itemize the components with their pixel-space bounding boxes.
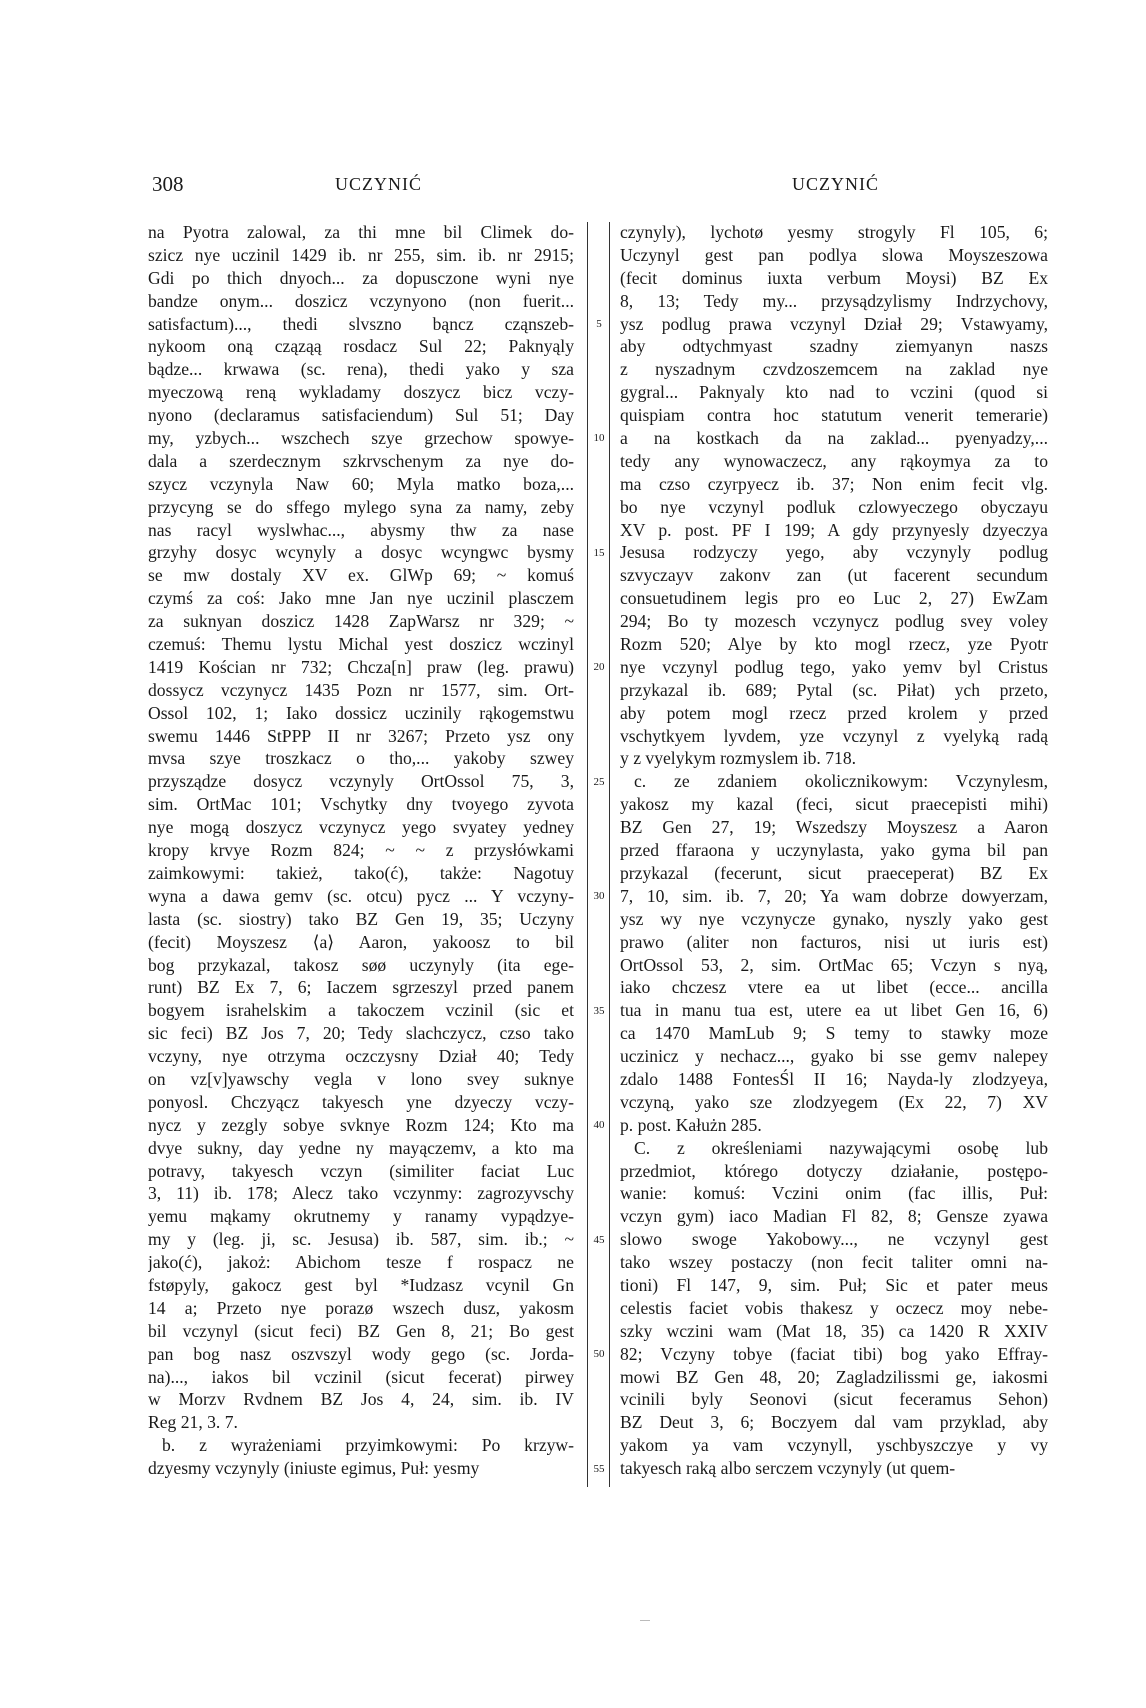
right-column-line: czynyly), lychotø yesmy strogyly Fl 105, 6; [620, 222, 1048, 242]
line-number: 45 [593, 1233, 605, 1246]
left-column-line: za suknyan doszicz 1428 ZapWarsz nr 329; ~ [148, 611, 574, 632]
left-column-line: na Pyotra zalowal, za thi mne bil Climek do- [148, 222, 574, 242]
left-column-line: nas racyl wyslwhac..., abysmy thw za nase [148, 519, 574, 540]
line-number: 15 [593, 546, 605, 559]
line-number: 35 [593, 1004, 605, 1017]
right-column-line: vschytkyem lyvdem, yze vczynyl z vyelyką radą [620, 725, 1048, 746]
left-column-line: potravy, takyesch vczyn (similiter faciat Luc [148, 1160, 574, 1181]
left-column-line: myeczową reną wykladamy doszycz bicz vczy- [148, 382, 574, 403]
right-column-line: przedmiot, którego dotyczy działanie, postępo- [620, 1160, 1048, 1181]
running-headword-right: UCZYNIĆ [792, 174, 879, 194]
right-column-line: tua in manu tua est, utere ea ut libet Gen 16, 6) [620, 1000, 1048, 1021]
right-column-line: aby potem mogl rzecz przed krolem y przed [620, 702, 1048, 723]
right-column-line: ysz wy nye vczynycze gynako, nyszly yako gest [620, 908, 1048, 929]
left-column-line: sim. OrtMac 101; Vschytky dny tvoyego zyvota [148, 794, 574, 815]
right-column-line: vczyn gym) iaco Madian Fl 82, 8; Gensze zyawa [620, 1206, 1048, 1227]
left-column-line: dossycz vczynycz 1435 Pozn nr 1577, sim. Ort- [148, 679, 574, 700]
left-column-line: swemu 1446 StPPP II nr 3267; Przeto ysz ony [148, 725, 574, 746]
left-column-line: lasta (sc. siostry) tako BZ Gen 19, 35; Uczyny [148, 908, 574, 929]
right-column-line: przykazal ib. 689; Pytal (sc. Piłat) ych przeto, [620, 679, 1048, 700]
right-column-line: celestis faciet vobis thakesz y oczecz moy nebe- [620, 1297, 1048, 1318]
left-column-line: bogyem israhelskim a takoczem vczinil (sic et [148, 1000, 574, 1021]
right-column-line: BZ Gen 27, 19; Wszedszy Moyszesz a Aaron [620, 817, 1048, 838]
left-column-line: vczyny, nye otrzyma oczczysny Dział 40; Tedy [148, 1046, 574, 1067]
right-column-line: XV p. post. PF I 199; A gdy przynyesly dzyeczya [620, 519, 1048, 540]
right-column-line: aby odtychmyast szadny ziemyanyn naszs [620, 336, 1048, 357]
left-column-line: przysządze dosycz vczynyly OrtOssol 75, 3, [148, 771, 574, 792]
right-column-line: slowo swoge Yakobowy..., ne vczynyl gest [620, 1229, 1048, 1250]
left-column-line: nykoom oną cząząą rosdacz Sul 22; Paknyąly [148, 336, 574, 357]
right-column-line: a na kostkach da na zaklad... pyenyadzy,... [620, 428, 1048, 449]
left-column-line: wyna a dawa gemv (sc. otcu) pycz ... Y vczyny- [148, 885, 574, 906]
line-number: 5 [596, 317, 602, 330]
right-column-line: 294; Bo ty mozesch vczynycz podlug svey voley [620, 611, 1048, 632]
left-column-line: grzyhy dosyc wcynyly a dosyc wcyngwc bysmy [148, 542, 574, 563]
left-column-line: dala a szerdecznym szkrvschenym za nye do- [148, 450, 574, 471]
left-column-line: dzyesmy vczynyly (iniuste egimus, Puł: yesmy [148, 1458, 480, 1479]
right-column-line: tako wszey postaczy (non fecit taliter omni na- [620, 1252, 1048, 1273]
left-column-line: jako(ć), jakoż: Abichom tesze f rospacz ne [148, 1252, 574, 1273]
right-column-line: 7, 10, sim. ib. 7, 20; Ya wam dobrze dowyerzam, [620, 885, 1048, 906]
left-column-line: czemuś: Themu lystu Michal yest doszicz wczinyl [148, 634, 574, 655]
right-column-line: mowi BZ Gen 48, 20; Zagladzilissmi ge, iakosmi [620, 1366, 1048, 1387]
right-column-line: tedy any wynowaczecz, any rąkoymya za to [620, 450, 1048, 471]
left-column-line: pan bog nasz oszvszyl wody gego (sc. Jorda- [148, 1343, 574, 1364]
right-column-line: wanie: komuś: Vczini onim (fac illis, Puł: [620, 1183, 1048, 1204]
right-column-line: p. post. Kałużn 285. [620, 1114, 762, 1135]
right-column-line: nye vczynyl podlug tego, yako yemv byl Cristus [620, 656, 1048, 677]
left-column-line: runt) BZ Ex 7, 6; Iaczem sgrzeszyl przed panem [148, 977, 574, 998]
left-text-column [148, 221, 574, 1480]
left-column-line: yemu mąkamy okrutnemy y ranamy vypądzye- [148, 1206, 574, 1227]
right-column-line: ca 1470 MamLub 9; S temy to stawky moze [620, 1023, 1048, 1044]
right-column-line: Jesusa rodzyczy yego, aby vczynyly podlug [620, 542, 1048, 563]
right-column-line: takyesch raką albo serczem vczynyly (ut quem- [620, 1458, 956, 1479]
right-column-line: uczinicz y nechacz..., gyako bi sse gemv nalepey [620, 1046, 1048, 1067]
right-column-line: BZ Deut 3, 6; Boczyem dal vam przyklad, aby [620, 1412, 1048, 1433]
right-column-line: (fecit dominus iuxta verbum Moysi) BZ Ex [620, 267, 1048, 288]
left-column-line: Ossol 102, 1; Iako dossicz uczinily rąkogemstwu [148, 702, 574, 723]
right-column-line: y z vyelykym rozmyslem ib. 718. [620, 748, 857, 769]
right-column-line: 82; Vczyny tobye (faciat tibi) bog yako Effray- [620, 1343, 1048, 1364]
right-column-line: z nyszadnym czvdzoszemcem na zaklad nye [620, 359, 1048, 380]
line-number: 40 [593, 1119, 605, 1132]
right-column-line: tioni) Fl 147, 9, sim. Puł; Sic et pater meus [620, 1274, 1048, 1295]
running-headword-left: UCZYNIĆ [335, 174, 422, 194]
right-text-column [620, 221, 1048, 1480]
left-column-line: 1419 Kościan nr 732; Chcza[n] praw (leg. prawu) [148, 656, 574, 677]
right-column-line: OrtOssol 53, 2, sim. OrtMac 65; Vczyn s nyą, [620, 954, 1048, 975]
left-column-line: b. z wyrażeniami przyimkowymi: Po krzyw- [162, 1435, 574, 1456]
left-column-line: szycz vczynyla Naw 60; Myla matko boza,... [148, 473, 574, 494]
left-column-line: zaimkowymi: takież, tako(ć), także: Nagotuy [148, 862, 574, 883]
left-column-line: czymś za coś: Jako mne Jan nye uczinil plasczem [148, 588, 574, 609]
column-rule-left [587, 222, 588, 1487]
left-column-line: nyono (declaramus satisfaciendum) Sul 51; Day [148, 405, 574, 426]
page-number: 308 [152, 172, 184, 196]
left-column-line: w Morzv Rvdnem BZ Jos 4, 24, sim. ib. IV [148, 1389, 574, 1410]
column-rule-right [609, 222, 610, 1487]
left-column-line: bandze onym... doszicz vczynyono (non fuerit... [148, 290, 574, 311]
right-column-line: yakosz my kazal (feci, sicut praecepisti mihi) [620, 794, 1048, 815]
left-column-line: na)..., iakos bil vczinil (sicut fecerat) pirwey [148, 1366, 574, 1387]
page-header [152, 172, 1072, 200]
left-column-line: Gdi po thich dnyoch... za dopusczone wyni nye [148, 267, 574, 288]
right-column-line: Uczynyl gest pan podlya slowa Moyszeszowa [620, 244, 1048, 265]
right-column-line: yakom ya vam vczynyll, yschbyszczye y vy [620, 1435, 1048, 1456]
right-column-line: przed ffaraona y uczynylasta, yako gyma bil pan [620, 840, 1048, 861]
left-column-line: dvye sukny, day yedne ny mayączemv, a kto ma [148, 1137, 574, 1158]
right-column-line: C. z określeniami nazywającymi osobę lub [634, 1137, 1048, 1158]
right-column-line: szvyczayv zakonv zan (ut facerent secundum [620, 565, 1048, 586]
bottom-mark [640, 1620, 650, 1621]
line-number: 25 [593, 775, 605, 788]
left-column-line: nye mogą doszycz vczynycz yego svyatey yedney [148, 817, 574, 838]
left-column-line: ponyosl. Chczyącz takyesch yne dzyeczy vczy- [148, 1091, 574, 1112]
left-column-line: 14 a; Przeto nye porazø wszech dusz, yakosm [148, 1297, 574, 1318]
right-column-line: prawo (aliter non facturos, nisi ut iuris est) [620, 931, 1048, 952]
right-column-line: vcinili byly Seonovi (sicut feceramus Sehon) [620, 1389, 1048, 1410]
right-column-line: consuetudinem legis pro eo Luc 2, 27) EwZam [620, 588, 1048, 609]
left-column-line: kropy krvye Rozm 824; ~ ~ z przysłówkami [148, 840, 574, 861]
left-column-line: bil vczynyl (sicut feci) BZ Gen 8, 21; Bo gest [148, 1320, 574, 1341]
line-number: 30 [593, 890, 605, 903]
left-column-line: sic feci) BZ Jos 7, 20; Tedy slachczycz, czso tako [148, 1023, 574, 1044]
line-number: 50 [593, 1348, 605, 1361]
left-column-line: my y (leg. ji, sc. Jesusa) ib. 587, sim. ib.; ~ [148, 1229, 574, 1250]
left-column-line: (fecit) Moyszesz ⟨a⟩ Aaron, yakoosz to bil [148, 931, 574, 952]
right-column-line: c. ze zdaniem okolicznikowym: Vczynylesm, [634, 771, 1048, 792]
left-column-line: 3, 11) ib. 178; Alecz tako vczynmy: zagrozyvschy [148, 1183, 574, 1204]
right-column-line: Rozm 520; Alye by kto mogl rzecz, yze Pyotr [620, 634, 1048, 655]
left-column-line: se mw dostaly XV ex. GlWp 69; ~ komuś [148, 565, 574, 586]
line-number: 55 [593, 1462, 605, 1475]
right-column-line: 8, 13; Tedy my... przysądzylismy Indrzychovy, [620, 290, 1048, 311]
left-column-line: satisfactum)..., thedi slvszno bąncz cząnszeb- [148, 313, 574, 334]
left-column-line: bądze... krwawa (sc. rena), thedi yako y sza [148, 359, 574, 380]
left-column-line: szicz nye uczinil 1429 ib. nr 255, sim. ib. nr 2915; [148, 244, 574, 265]
right-column-line: ma czso czyrpyecz ib. 37; Non enim fecit vlg. [620, 473, 1048, 494]
left-column-line: mvsa szye troszkacz o tho,... yakoby szwey [148, 748, 574, 769]
right-column-line: bo nye vczynyl podluk czlowyeczego obyczayu [620, 496, 1048, 517]
right-column-line: zdalo 1488 FontesŚl II 16; Nayda-ly zlodzyeya, [620, 1068, 1048, 1089]
right-column-line: przykazal (fecerunt, sicut praeceperat) BZ Ex [620, 862, 1048, 883]
line-number: 10 [593, 432, 605, 445]
left-column-line: bog przykazal, takosz søø uczynyly (ita ege- [148, 954, 574, 975]
right-column-line: quispiam contra hoc statutum venerit temerarie) [620, 405, 1048, 426]
right-column-line: szky wczini wam (Mat 18, 35) ca 1420 R XXIV [620, 1320, 1048, 1341]
left-column-line: my, yzbych... wszchech szye grzechow spowye- [148, 428, 574, 449]
left-column-line: przycyng se do sffego mylego syna za namy, zeby [148, 496, 574, 517]
left-column-line: Reg 21, 3. 7. [148, 1412, 238, 1433]
left-column-line: fstøpyly, gakocz gest byl *Iudzasz vcynil Gn [148, 1274, 574, 1295]
right-column-line: iako chczesz vtere ea ut libet (ecce... ancilla [620, 977, 1048, 998]
left-column-line: nycz y zezgly sobye svknye Rozm 124; Kto ma [148, 1114, 574, 1135]
right-column-line: ysz podlug prawa vczynyl Dział 29; Vstawyamy, [620, 313, 1048, 334]
right-column-line: gygral... Paknyaly kto nad to vczini (quod si [620, 382, 1048, 403]
left-column-line: on vz[v]yawschy vegla v lono svey suknye [148, 1068, 574, 1089]
line-number: 20 [593, 661, 605, 674]
right-column-line: vczyną, yako sze zlodzyegem (Ex 22, 7) XV [620, 1091, 1048, 1112]
